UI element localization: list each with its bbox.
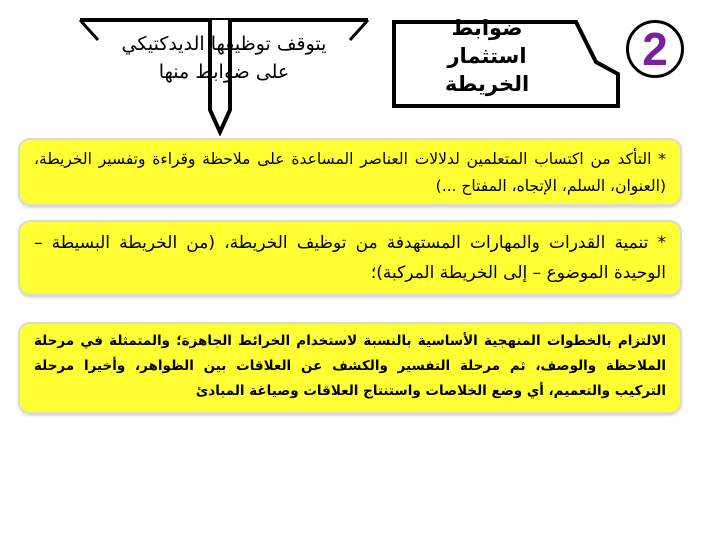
criterion-text-2: * تنمية القدرات والمهارات المستهدفة من توظيف الخريطة، (من الخريطة البسيطة – الوحيدة الموضوع – إلى الخريطة المركبة)؛ bbox=[34, 233, 666, 283]
criterion-box-2 bbox=[20, 222, 680, 294]
title-text: ضوابط استثمار الخريطة bbox=[444, 16, 530, 96]
criterion-box-1 bbox=[20, 140, 680, 204]
criterion-box-3 bbox=[20, 324, 680, 412]
tee-sign-text: يتوقف توظيفها الديدكتيكي على ضوابط منها bbox=[121, 33, 327, 83]
criterion-text-1: * التأكد من اكتساب المتعلمين لدلالات العناصر المساعدة على ملاحظة وقراءة وتفسير الخريطة، (العنوان، السلم، الإتجاه، المفتاح ...) bbox=[34, 150, 666, 195]
criterion-text-3: الالتزام بالخطوات المنهجية الأساسية بالنسبة لاستخدام الخرائط الجاهزة؛ والمتمثلة في مرحلة الملاحظة والوصف، ثم مرحلة التفسير والكشف عن العلاقات بين الظواهر، وأخيرا مرحلة التركيب والتعميم، أي وضع الخلاصات واستنتاج العلاقات وصياغة المبادئ bbox=[34, 333, 666, 399]
number-badge-text: 2 bbox=[642, 23, 668, 75]
number-badge bbox=[626, 20, 684, 78]
